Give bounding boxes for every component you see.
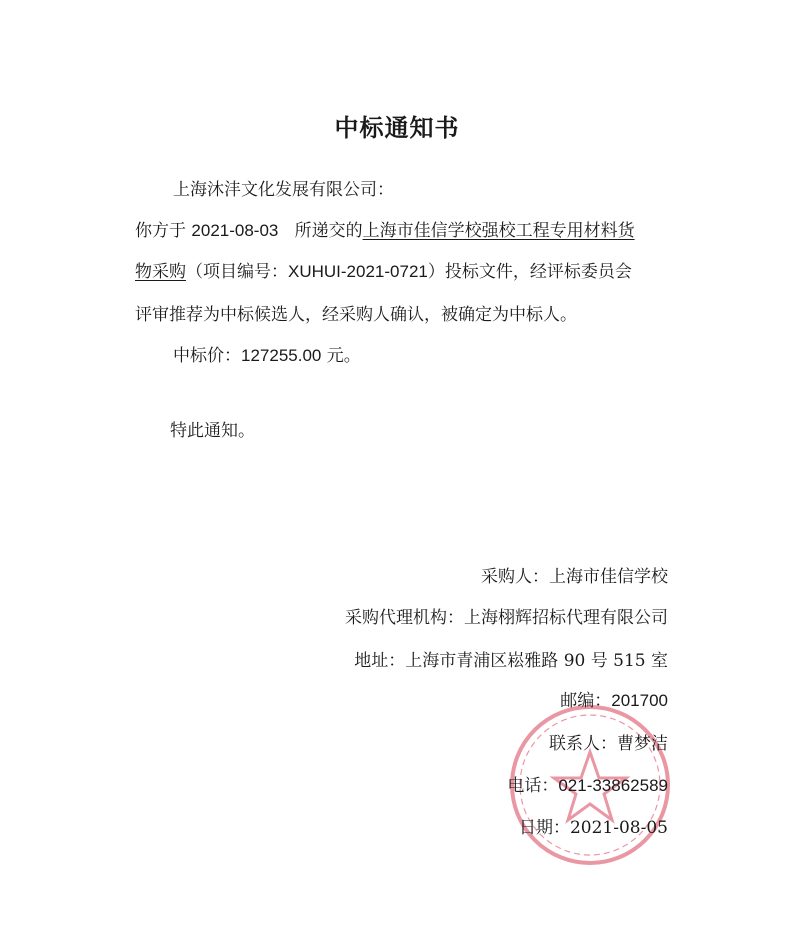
- contact-person: 联系人：曹梦洁: [549, 734, 668, 754]
- project-name-part2: 物采购: [135, 262, 186, 282]
- recipient: 上海沐沣文化发展有限公司：: [173, 180, 394, 200]
- agency-address: 地址：上海市青浦区崧雅路 90 号 515 室: [354, 651, 668, 671]
- phone-label: 电话：: [507, 776, 559, 796]
- price-label: 中标价：: [173, 346, 241, 366]
- notice-date: [519, 818, 668, 838]
- procurement-agency: 采购代理机构：上海栩辉招标代理有限公司: [345, 608, 668, 628]
- date-label: 日期：: [518, 818, 570, 838]
- submit-date: 2021-08-03: [191, 221, 279, 240]
- price-value: 127255.00: [241, 346, 322, 365]
- date-value: 2021-08-05: [569, 818, 668, 838]
- body-line-1: [135, 221, 635, 241]
- price-unit: 元。: [326, 346, 361, 366]
- project-no-label: （项目编号：: [186, 262, 288, 282]
- postcode-label: 邮编：: [560, 691, 612, 711]
- body-line-3: 评审推荐为中标候选人，经采购人确认，被确定为中标人。: [135, 305, 577, 325]
- postcode: [560, 691, 668, 711]
- bid-price: [173, 346, 361, 366]
- purchaser: 采购人：上海市佳信学校: [481, 567, 668, 587]
- body-suffix: ）投标文件，经评标委员会: [427, 262, 632, 282]
- postcode-value: 201700: [611, 691, 668, 710]
- project-name-part1: 上海市佳信学校强校工程专用材料货: [362, 221, 635, 241]
- body-mid: 所递交的: [294, 221, 363, 241]
- closing-text: 特此通知。: [170, 421, 255, 441]
- page-title: 中标通知书: [334, 114, 460, 142]
- project-number: XUHUI-2021-0721: [288, 262, 428, 281]
- phone: [507, 776, 668, 796]
- body-prefix: 你方于: [135, 221, 186, 241]
- body-line-2: [135, 262, 632, 282]
- phone-value: 021-33862589: [558, 776, 668, 795]
